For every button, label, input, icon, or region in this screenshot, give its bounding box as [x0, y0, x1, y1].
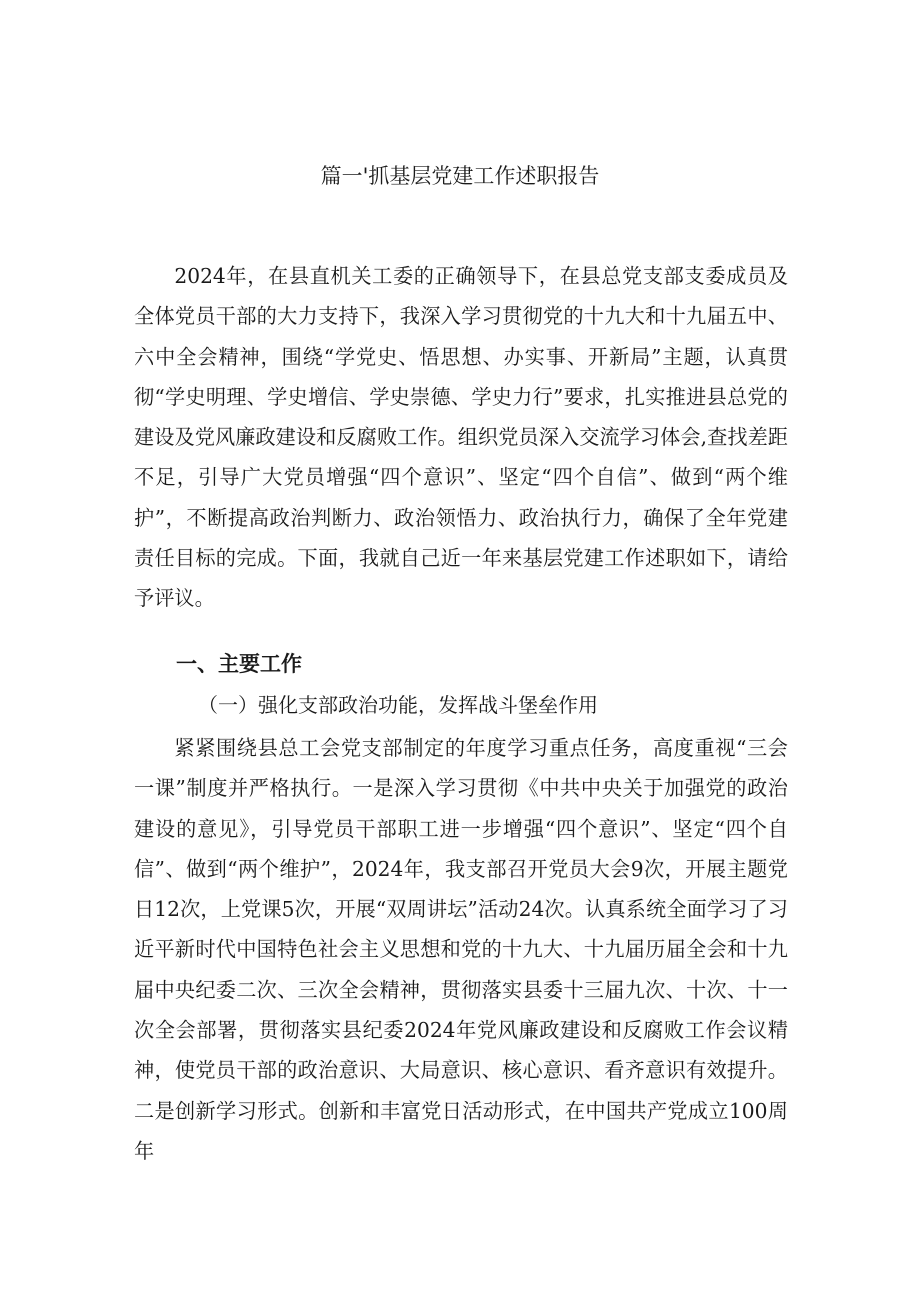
subsection-heading: （一）强化支部政治功能，发挥战斗堡垒作用	[198, 693, 598, 717]
section-paragraph: 紧紧围绕县总工会党支部制定的年度学习重点任务，高度重视“三会一课”制度并严格执行。一是深入学习贯彻《中共中央关于加强党的政治建设的意见》，引导党员干部职工进一步增强“四个意识”、坚定“四个自信”、做到“两个维护”，2024年，我支部召开党员大会9次，开展主题党日12次，上党课5次，开展“双周讲坛”活动24次。认真系统全面学习了习近平新时代中国特色社会主义思想和党的十九大、十九届历届全会和十九届中央纪委二次、三次全会精神，贯彻落实县委十三届九次、十次、十一次全会部署，贯彻落实县纪委2024年党风廉政建设和反腐败工作会议精神，使党员干部的政治意识、大局意识、核心意识、看齐意识有效提升。二是创新学习形式。创新和丰富党日活动形式，在中国共产党成立100周年	[134, 736, 788, 1163]
intro-paragraph: 2024年，在县直机关工委的正确领导下，在县总党支部支委成员及全体党员干部的大力支持下，我深入学习贯彻党的十九大和十九届五中、六中全会精神，围绕“学党史、悟思想、办实事、开新局”主题，认真贯彻“学史明理、学史增信、学史崇德、学史力行”要求，扎实推进县总党的建设及党风廉政建设和反腐败工作。组织党员深入交流学习体会,查找差距不足，引导广大党员增强“四个意识”、坚定“四个自信”、做到“两个维护”，不断提高政治判断力、政治领悟力、政治执行力，确保了全年党建责任目标的完成。下面，我就自己近一年来基层党建工作述职如下，请给予评议。	[134, 264, 788, 611]
document-title: 篇一'抓基层党建工作述职报告	[320, 164, 600, 188]
section-heading: 一、主要工作	[176, 652, 302, 676]
